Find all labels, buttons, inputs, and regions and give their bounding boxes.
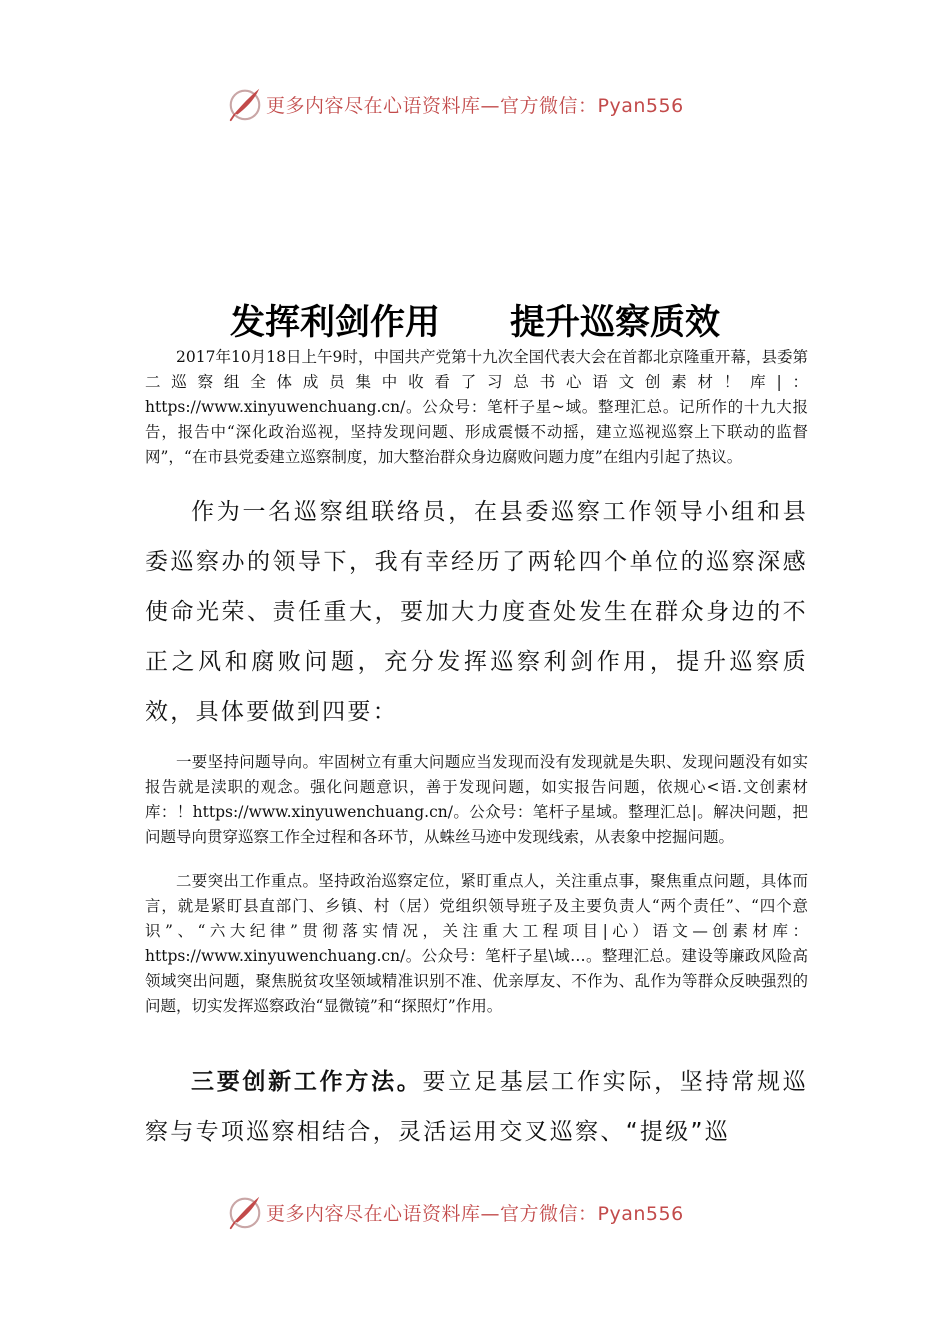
footer-banner bbox=[226, 1192, 684, 1232]
point-two-paragraph: 二要突出工作重点。坚持政治巡察定位，紧盯重点人，关注重点事，聚焦重点问题，具体而言，就是紧盯县直部门、乡镇、村（居）党组织领导班子及主要负责人“两个责任”、“四个意识”、“六大纪律”贯彻落实情况，关注重大工程项目|心）语文—创素材库：https://www.xinyuwenchuang.cn/。公众号：笔杆子星\域…。整理汇总。建设等廉政风险高领域突出问题，聚焦脱贫攻坚领域精准识别不准、优亲厚友、不作为、乱作为等群众反映强烈的问题，切实发挥巡察政治“显微镜”和“探照灯”作用。 bbox=[145, 872, 808, 1015]
header-banner bbox=[226, 84, 684, 124]
point-three-paragraph bbox=[145, 1057, 808, 1157]
footer-banner-text: 更多内容尽在心语资料库—官方微信：Pyan556 bbox=[266, 1202, 684, 1225]
quill-pen-logo-icon bbox=[226, 85, 264, 123]
page-title: 发挥利剑作用 提升巡察质效 bbox=[229, 303, 720, 344]
header-banner-text: 更多内容尽在心语资料库—官方微信：Pyan556 bbox=[266, 94, 684, 117]
liaison-paragraph: 作为一名巡察组联络员，在县委巡察工作领导小组和县委巡察办的领导下，我有幸经历了两轮四个单位的巡察深感使命光荣、责任重大，要加大力度查处发生在群众身边的不正之风和腐败问题，充分发挥巡察利剑作用，提升巡察质效，具体要做到四要： bbox=[145, 499, 808, 725]
intro-paragraph: 2017年10月18日上午9时，中国共产党第十九次全国代表大会在首都北京隆重开幕，县委第二巡察组全体成员集中收看了习总书心语文创素材！库|：https://www.xinyuwenchuang.cn/。公众号：笔杆子星~域。整理汇总。记所作的十九大报告，报告中“深化政治巡视，坚持发现问题、形成震慑不动摇，建立巡视巡察上下联动的监督网”，“在市县党委建立巡察制度，加大整治群众身边腐败问题力度”在组内引起了热议。 bbox=[145, 348, 808, 466]
point-one-paragraph: 一要坚持问题导向。牢固树立有重大问题应当发现而没有发现就是失职、发现问题没有如实报告就是渎职的观念。强化问题意识，善于发现问题，如实报告问题，依规心<语.文创素材库：！https://www.xinyuwenchuang.cn/。公众号：笔杆子星域。整理汇总|。解决问题，把问题导向贯穿巡察工作全过程和各环节，从蛛丝马迹中发现线索，从表象中挖掘问题。 bbox=[145, 753, 808, 846]
quill-pen-logo-icon bbox=[226, 1193, 264, 1231]
point-three-heading: 三要创新工作方法。 bbox=[191, 1069, 423, 1095]
point-three-body: 要立足基层工作实际，坚持常规巡察与专项巡察相结合，灵活运用交叉巡察、“提级”巡 bbox=[145, 1069, 809, 1145]
